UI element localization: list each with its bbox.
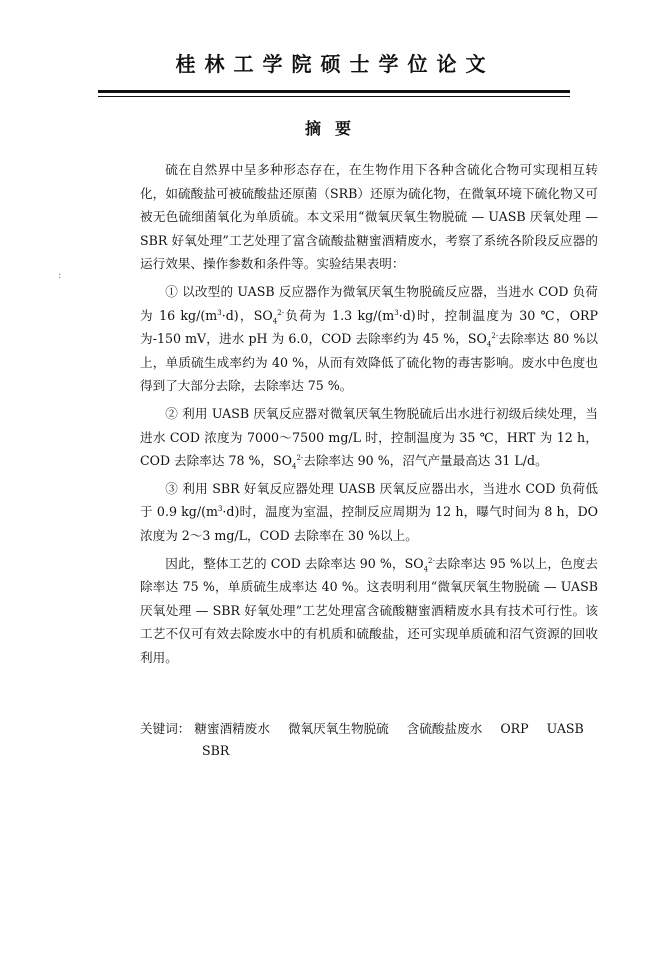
keyword-item: UASB — [546, 721, 584, 736]
keywords-label: 关键词： — [140, 721, 191, 736]
keywords-block — [140, 718, 600, 762]
keyword-item: 微氧厌氧生物脱硫 — [287, 721, 389, 736]
keyword-item: 糖蜜酒精废水 — [194, 721, 270, 736]
abstract-title: 摘要 — [304, 119, 365, 138]
keywords-row-1 — [140, 718, 600, 740]
keyword-item: SBR — [202, 743, 230, 758]
running-header: 桂林工学院硕士学位论文 — [175, 52, 495, 76]
header-rule-thick — [98, 90, 570, 93]
keyword-item: 含硫酸盐废水 — [406, 721, 483, 736]
abstract-paragraph-4: ③ 利用 SBR 好氧反应器处理 UASB 厌氧反应器出水，当进水 COD 负荷低于 0.9 $kg/(m^3\cdot d)$时，温度为室温，控制反应周期为 12 h，曝气时间为 8 h，DO 浓度为 2～3 mg/L，COD 去除率在 30 %以上。 — [140, 480, 598, 543]
abstract-paragraph-5: 因此，整体工艺的 COD 去除率达 90 %，$SO_4^{2-}$去除率达 95 %以上，色度去除率达 75 %，单质硫生成率达 40 %。这表明利用“微氧厌氧生物脱硫 — UASB 厌氧处理 — SBR 好氧处理”工艺处理富含硫酸糖蜜酒精废水具有技术可行性。该工艺不仅可有效去除废水中的有机质和硫酸盐，还可实现单质硫和沼气资源的回收利用。 — [140, 555, 599, 665]
keywords-row-2 — [140, 740, 600, 762]
keyword-item: ORP — [500, 721, 529, 736]
abstract-paragraph-1: 硫在自然界中呈多种形态存在，在生物作用下各种含硫化合物可实现相互转化，如硫酸盐可被硫酸盐还原菌（SRB）还原为硫化物，在微氧环境下硫化物又可被无色硫细菌氧化为单质硫。本文采用“微氧厌氧生物脱硫 — UASB 厌氧处理 — SBR 好氧处理”工艺处理了富含硫酸盐糖蜜酒精废水，考察了系统各阶段反应器的运行效果、操作参数和条件等。实验结果表明： — [140, 162, 598, 272]
abstract-body — [140, 158, 598, 673]
abstract-paragraph-3: ② 利用 UASB 厌氧反应器对微氧厌氧生物脱硫后出水进行初级后续处理，当进水 COD 浓度为 7000～7500 mg/L 时，控制温度为 35 ℃，HRT 为 12 h，COD 去除率达 78 %，$SO_4^{2-}$去除率达 90 %，沼气产量最高达 31 L/d。 — [140, 405, 598, 471]
margin-mark: : — [58, 270, 62, 281]
abstract-paragraph-2: ① 以改型的 UASB 反应器作为微氧厌氧生物脱硫反应器，当进水 COD 负荷为 16 $kg/(m^3\cdot d)$，$SO_4^{2-}$负荷为 1.3 $kg/(m^3\cdot d)$时，控制温度为 30 ℃，ORP 为-150 mV，进水 pH 为 6.0，COD 去除率约为 45 %，$SO_4^{2-}$去除率达 80 %以上，单质硫生成率约为 40 %，从而有效降低了硫化物的毒害影响。废水中色度也得到了大部分去除，去除率达 75 %。 — [140, 283, 599, 394]
header-rule-thin — [98, 96, 570, 97]
